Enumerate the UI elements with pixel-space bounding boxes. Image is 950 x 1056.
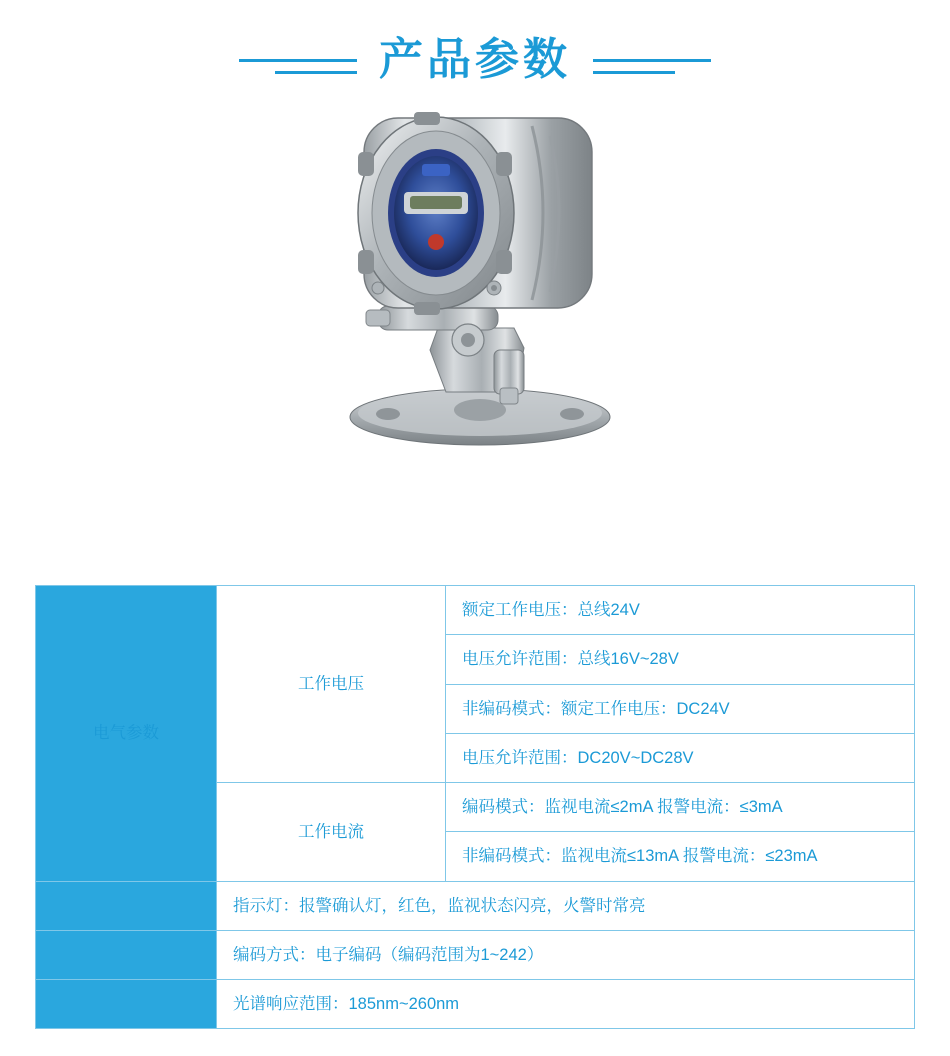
- spec-value: 额定工作电压：总线24V: [446, 586, 915, 635]
- header-rule-right-icon: [593, 59, 711, 62]
- spec-table-wrapper: [35, 585, 915, 1029]
- spec-value: 非编码模式：监视电流≤13mA 报警电流：≤23mA: [446, 832, 915, 881]
- table-row: [36, 881, 915, 930]
- spec-subcategory-voltage: 工作电压: [217, 586, 446, 783]
- table-row: [36, 586, 915, 635]
- product-image-area: [0, 82, 950, 500]
- spec-value: 电压允许范围：DC20V~DC28V: [446, 733, 915, 782]
- spec-category-cell-spacer: [36, 930, 217, 979]
- spec-table: [35, 585, 915, 1029]
- spec-category-cell-spacer: [36, 881, 217, 930]
- spec-value: 光谱响应范围：185nm~260nm: [217, 980, 915, 1029]
- product-photo: [318, 92, 638, 492]
- spec-value: 编码方式：电子编码（编码范围为1~242）: [217, 930, 915, 979]
- page-title: 产品参数: [379, 35, 571, 84]
- spec-subcategory-current: 工作电流: [217, 783, 446, 882]
- spec-value: 电压允许范围：总线16V~28V: [446, 635, 915, 684]
- page-header: [0, 0, 950, 82]
- spec-value: 指示灯：报警确认灯，红色，监视状态闪亮，火警时常亮: [217, 881, 915, 930]
- spec-category-cell: 电气参数: [36, 586, 217, 882]
- table-row: [36, 980, 915, 1029]
- header-rule-left-icon: [239, 59, 357, 62]
- spec-value: 编码模式：监视电流≤2mA 报警电流：≤3mA: [446, 783, 915, 832]
- spec-value: 非编码模式：额定工作电压：DC24V: [446, 684, 915, 733]
- table-row: [36, 930, 915, 979]
- spec-category-cell-spacer: [36, 980, 217, 1029]
